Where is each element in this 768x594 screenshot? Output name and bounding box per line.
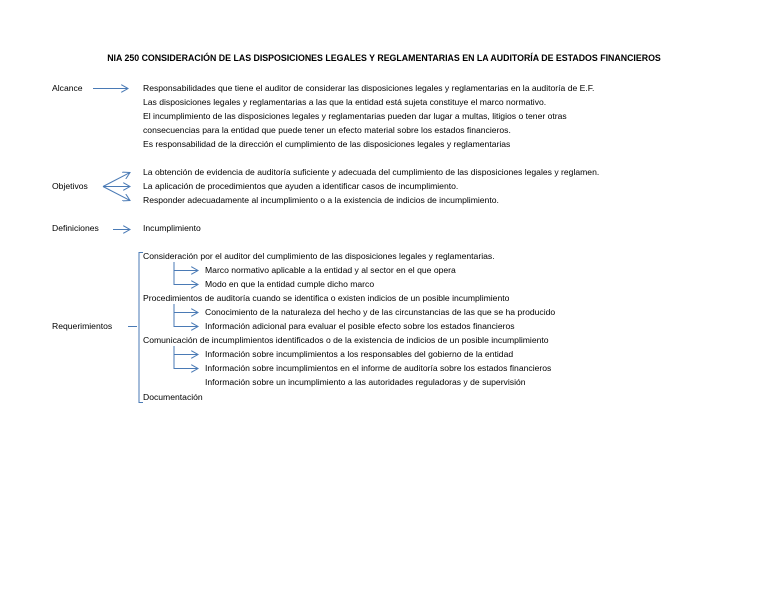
section-label-objetivos: Objetivos — [52, 181, 88, 191]
objetivos-line: La aplicación de procedimientos que ayuden a identificar casos de incumplimiento. — [143, 181, 459, 191]
sub-arrow — [174, 304, 198, 313]
alcance-line: El incumplimiento de las disposiciones legales y reglamentarias pueden dar lugar a multas, litigios o tener otras — [143, 111, 567, 121]
requerimiento-subitem: Modo en que la entidad cumple dicho marco — [205, 279, 375, 289]
sub-arrow — [174, 355, 198, 369]
requerimiento-item: Comunicación de incumplimientos identificados o de la existencia de indicios de un posible incumplimiento — [143, 335, 549, 345]
objetivos-arrow-up — [103, 173, 130, 187]
requerimiento-subitem: Información sobre incumplimientos a los responsables del gobierno de la entidad — [205, 349, 514, 359]
definiciones-line: Incumplimiento — [143, 223, 201, 233]
objetivos-line: Responder adecuadamente al incumplimiento o a la existencia de indicios de incumplimiento. — [143, 195, 499, 205]
requerimiento-subitem: Conocimiento de la naturaleza del hecho y de las circunstancias de las que se ha producido — [205, 307, 556, 317]
objetivos-arrow-down — [103, 187, 130, 201]
alcance-line: Responsabilidades que tiene el auditor de considerar las disposiciones legales y reglamentarias en la auditoría de E.F. — [143, 83, 595, 93]
section-label-alcance: Alcance — [52, 83, 83, 93]
requerimiento-item: Consideración por el auditor del cumplimiento de las disposiciones legales y reglamentarias. — [143, 251, 495, 261]
alcance-line: Es responsabilidad de la dirección el cumplimiento de las disposiciones legales y reglamentarias — [143, 139, 511, 149]
document-title: NIA 250 CONSIDERACIÓN DE LAS DISPOSICIONES LEGALES Y REGLAMENTARIAS EN LA AUDITORÍA DE ESTADOS FINANCIEROS — [107, 53, 661, 63]
sub-arrow — [174, 271, 198, 285]
alcance-line: consecuencias para la entidad que puede tener un efecto material sobre los estados financieros. — [143, 125, 511, 135]
sub-arrow — [174, 313, 198, 327]
requerimiento-subitem: Información sobre incumplimientos en el informe de auditoría sobre los estados financieros — [205, 363, 552, 373]
requerimiento-subitem: Marco normativo aplicable a la entidad y al sector en el que opera — [205, 265, 456, 275]
requerimiento-item: Documentación — [143, 392, 203, 402]
requerimiento-subitem: Información adicional para evaluar el posible efecto sobre los estados financieros — [205, 321, 515, 331]
requerimiento-item: Procedimientos de auditoría cuando se identifica o existen indicios de un posible incumplimiento — [143, 293, 510, 303]
sub-arrow — [174, 346, 198, 355]
section-label-definiciones: Definiciones — [52, 223, 99, 233]
section-label-requerimientos: Requerimientos — [52, 321, 113, 331]
requerimiento-subitem: Información sobre un incumplimiento a las autoridades reguladoras y de supervisión — [205, 377, 526, 387]
alcance-line: Las disposiciones legales y reglamentarias a las que la entidad está sujeta constituye el marco normativo. — [143, 97, 547, 107]
requerimientos-bracket — [139, 253, 143, 403]
objetivos-line: La obtención de evidencia de auditoría suficiente y adecuada del cumplimiento de las disposiciones legales y reglamen. — [143, 167, 600, 177]
sub-arrow — [174, 262, 198, 271]
